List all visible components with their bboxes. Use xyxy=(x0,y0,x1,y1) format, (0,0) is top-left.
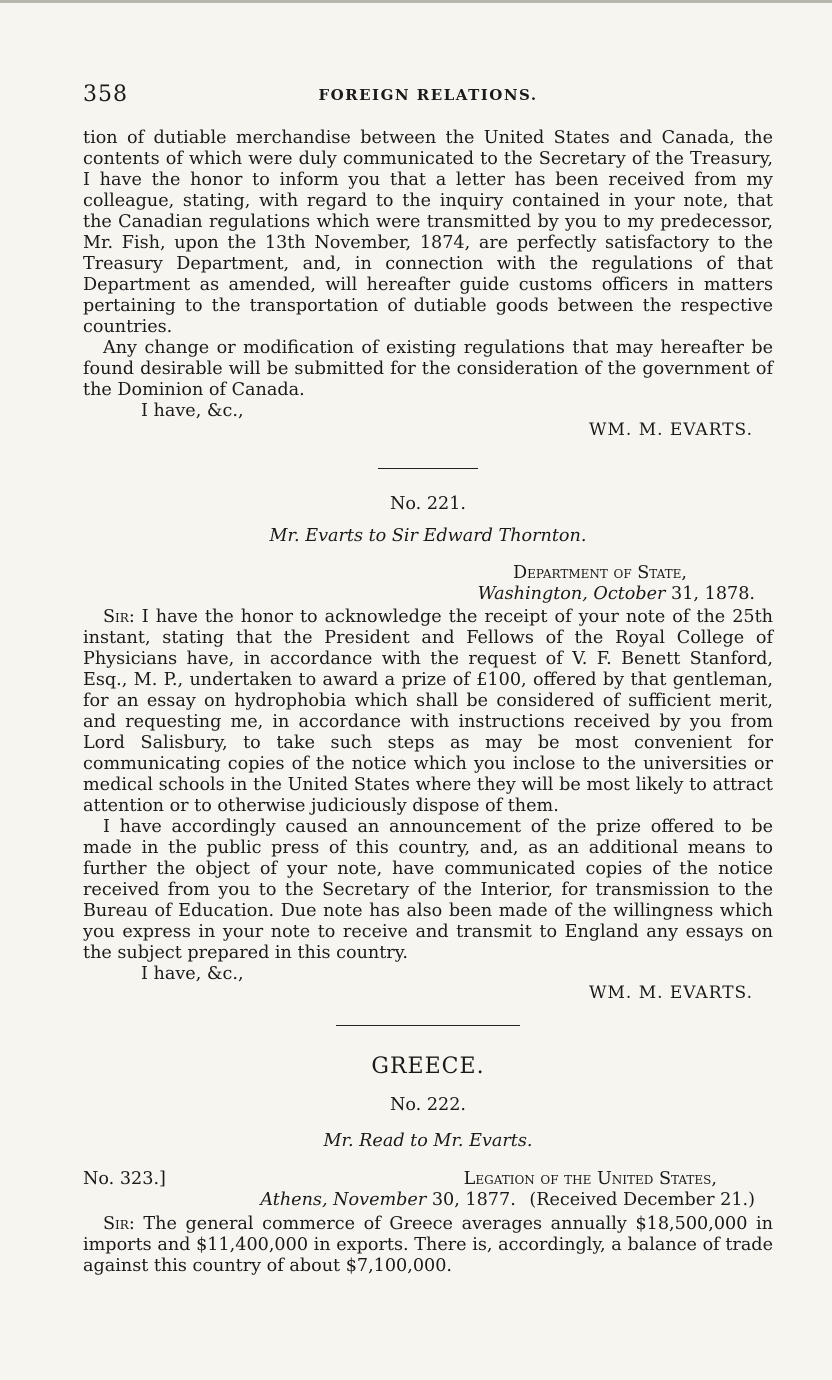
page-header xyxy=(83,82,773,112)
letter-title: Mr. Read to Mr. Evarts. xyxy=(323,1131,533,1151)
section-heading: GREECE. xyxy=(371,1054,485,1079)
paragraph: I have accordingly caused an announcement of the prize offered to be made in the public press of this country, and, as an additional means to further the object of your note, have communicated copies of the notice received from you to the Secretary of the Interior, for transmission to the Bureau of Education. Due note has also been made of the willingness which you express in your note to receive and transmit to England any essays on the subject prepared in this country. xyxy=(83,817,773,963)
running-title: FOREIGN RELATIONS. xyxy=(318,86,538,104)
paragraph: Any change or modification of existing regulations that may hereafter be found desirable will be submitted for the consideration of the government of the Dominion of Canada. xyxy=(83,338,773,400)
place-date-line xyxy=(83,584,773,605)
letter-title: Mr. Evarts to Sir Edward Thornton. xyxy=(269,526,587,546)
page-edge-rule xyxy=(0,0,832,3)
paragraph xyxy=(83,607,773,817)
place-month: October xyxy=(593,584,666,604)
place-city: Washington, xyxy=(477,584,588,604)
document-number: No. 221. xyxy=(389,494,467,514)
page-body xyxy=(83,128,773,1277)
place-city: Athens, xyxy=(260,1190,328,1210)
reference-number: No. 323.] xyxy=(83,1169,166,1189)
signature: WM. M. EVARTS. xyxy=(589,420,753,440)
salutation: Sir: xyxy=(103,607,135,627)
page-number: 358 xyxy=(83,82,128,107)
document-number: No. 222. xyxy=(389,1095,467,1115)
received-note: (Received December 21.) xyxy=(529,1190,755,1210)
salutation: Sir: xyxy=(103,1214,135,1234)
department-line: Department of State, xyxy=(513,563,687,583)
section-rule xyxy=(378,468,478,469)
section-rule xyxy=(336,1025,520,1026)
paragraph: tion of dutiable merchandise between the United States and Canada, the contents of which were duly communicated to the Secretary of the Treasury, I have the honor to inform you that a letter has been received from my colleague, stating, with regard to the inquiry contained in your note, that the Canadian regulations which were transmitted by you to my predecessor, Mr. Fish, upon the 13th November, 1874, are perfectly satisfactory to the Treasury Department, and, in connection with the regulations of that Department as amended, will hereafter guide customs officers in matters pertaining to the transportation of dutiable goods between the respective countries. xyxy=(83,128,773,337)
paragraph-text: The general commerce of Greece averages annually $18,500,000 in imports and $11,400,000 in exports. There is, accordingly, a balance of trade against this country of about $7,100,000. xyxy=(83,1214,773,1276)
place-date: 31, 1878. xyxy=(671,584,755,604)
signature: WM. M. EVARTS. xyxy=(589,983,753,1003)
closing: I have, &c., xyxy=(141,401,244,421)
place-date: 30, 1877. xyxy=(431,1190,516,1210)
legation-name: Legation of the United States, xyxy=(463,1169,717,1189)
place-month: November xyxy=(333,1190,427,1210)
paragraph-text: I have the honor to acknowledge the receipt of your note of the 25th instant, stating that the President and Fellows of the Royal College of Physicians have, in accordance with the request of V. F. Benett Stanford, Esq., M. P., undertaken to award a prize of £100, offered by that gentleman, for an essay on hydrophobia which shall be considered of sufficient merit, and requesting me, in accordance with instructions received by you from Lord Salisbury, to take such steps as may be most convenient for communicating copies of the notice which you inclose to the universities or medical schools in the United States where they will be most likely to attract attention or to otherwise judiciously dispose of them. xyxy=(83,607,774,816)
closing: I have, &c., xyxy=(141,964,244,984)
legation-line xyxy=(83,1169,773,1190)
place-date-line xyxy=(83,1190,773,1211)
paragraph xyxy=(83,1214,773,1277)
